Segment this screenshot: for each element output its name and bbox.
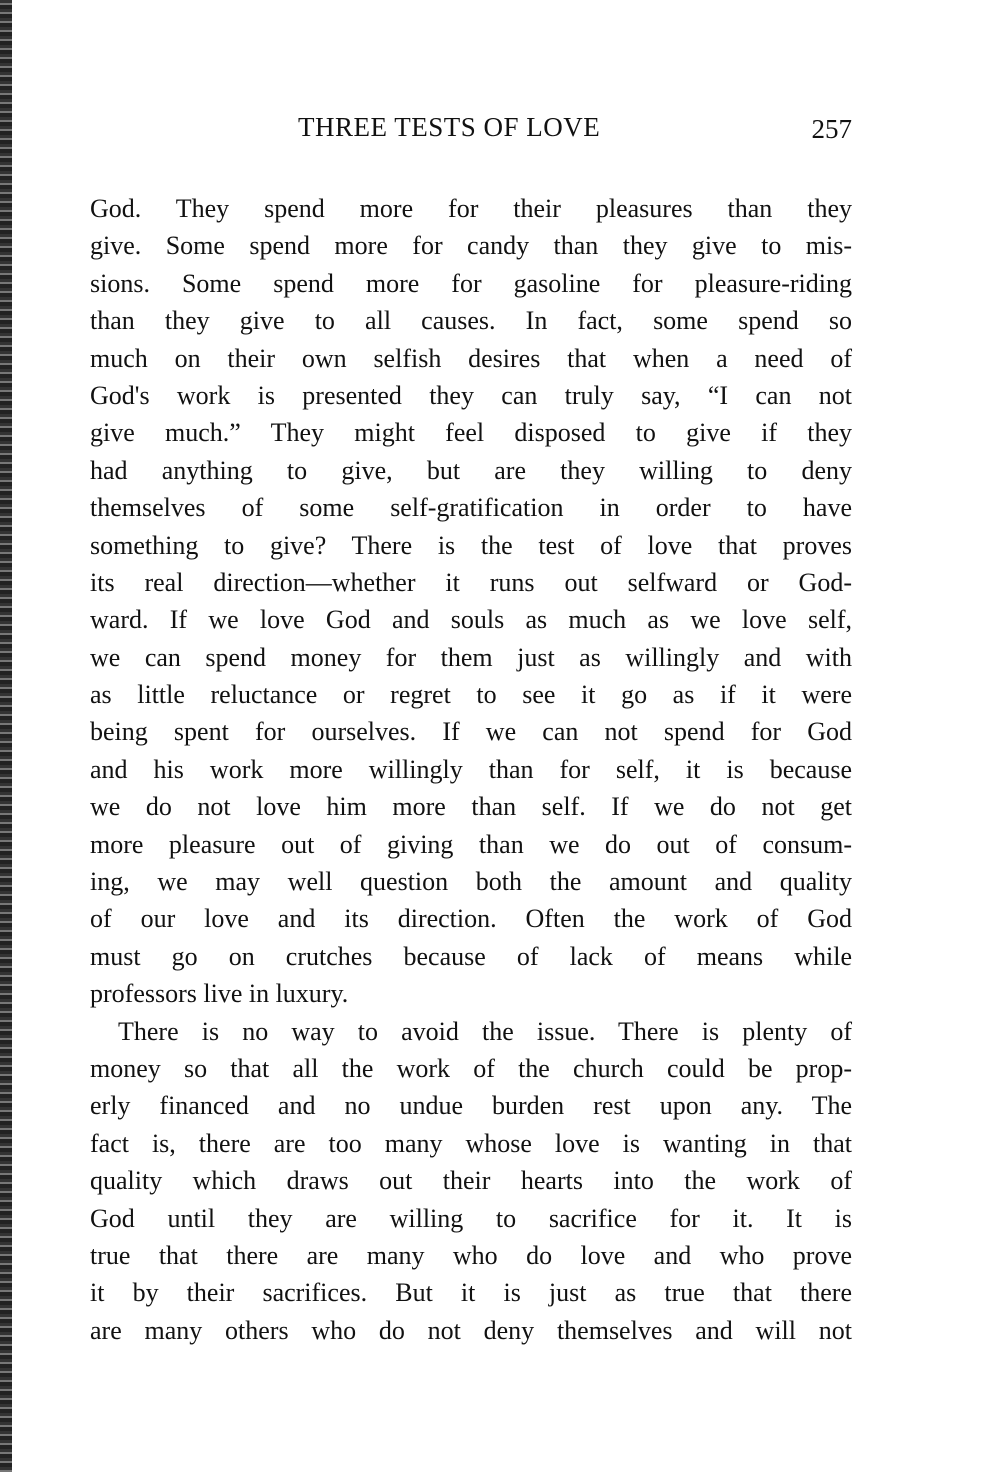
text-line: God. They spend more for their pleasures than they [90, 194, 852, 223]
text-line: ing, we may well question both the amount and quality [90, 867, 852, 897]
text-line: more pleasure out of giving than we do out of consum- [90, 829, 852, 859]
text-line: had anything to give, but are they willing to deny [90, 455, 852, 485]
text-line: must go on crutches because of lack of means while [90, 941, 852, 971]
text-line: and his work more willingly than for self, it is because [90, 754, 852, 784]
text-line: we do not love him more than self. If we do not get [90, 792, 852, 822]
text-line: give. Some spend more for candy than they give to mis- [90, 231, 852, 261]
text-line: professors live in luxury. [90, 979, 349, 1009]
text-line: sions. Some spend more for gasoline for pleasure-riding [90, 268, 852, 298]
page-number: 257 [811, 114, 852, 144]
text-line: erly financed and no undue burden rest upon any. The [90, 1091, 852, 1121]
page-header [90, 112, 852, 152]
text-line: it by their sacrifices. But it is just as true that there [90, 1278, 852, 1308]
text-line: than they give to all causes. In fact, some spend so [90, 306, 852, 336]
text-line: much on their own selfish desires that when a need of [90, 343, 852, 373]
text-line: themselves of some self-gratification in order to have [90, 493, 852, 523]
body-text [90, 190, 852, 1349]
text-line: its real direction—whether it runs out selfward or God- [90, 567, 852, 597]
text-line: something to give? There is the test of love that proves [90, 530, 852, 560]
text-line: money so that all the work of the church could be prop- [90, 1053, 852, 1083]
text-line: we can spend money for them just as willingly and with [90, 642, 852, 672]
text-line: are many others who do not deny themselves and will not [90, 1315, 852, 1345]
text-line: fact is, there are too many whose love is wanting in that [90, 1128, 852, 1158]
text-line: as little reluctance or regret to see it go as if it were [90, 680, 852, 710]
scan-edge [0, 0, 12, 1472]
text-line: God's work is presented they can truly say, “I can not [90, 380, 852, 410]
text-line: ward. If we love God and souls as much as we love self, [90, 605, 852, 635]
text-line: of our love and its direction. Often the work of God [90, 904, 852, 934]
text-line: There is no way to avoid the issue. There is plenty of [118, 1016, 852, 1046]
text-line: true that there are many who do love and who prove [90, 1240, 852, 1270]
text-line: being spent for ourselves. If we can not spend for God [90, 717, 852, 747]
text-line: quality which draws out their hearts into the work of [90, 1166, 852, 1196]
text-line: give much.” They might feel disposed to give if they [90, 418, 852, 448]
text-line: God until they are willing to sacrifice for it. It is [90, 1203, 852, 1233]
running-title: THREE TESTS OF LOVE [298, 112, 601, 142]
